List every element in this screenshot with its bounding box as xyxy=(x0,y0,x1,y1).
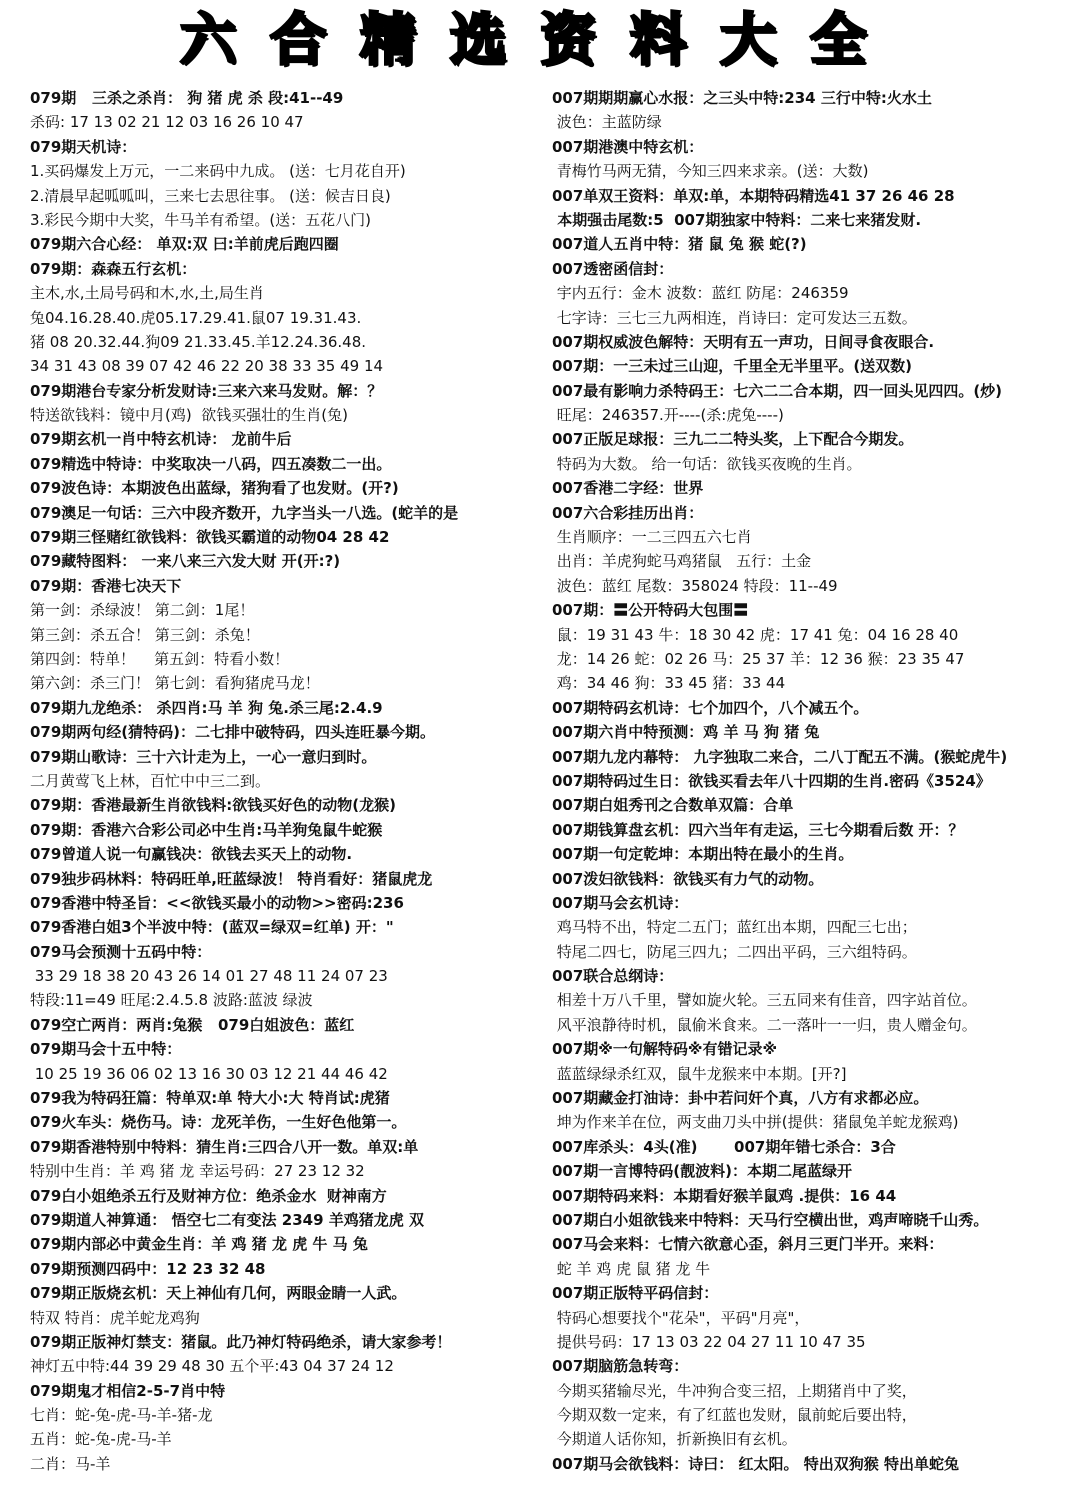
text-line: 特别中生肖：羊 鸡 猪 龙 幸运号码：27 23 12 32 xyxy=(30,1162,365,1181)
section-heading: 007香港二字经：世界 xyxy=(552,479,704,498)
section-heading: 007期钱算盘玄机：四六当年有走运，三七今期看后数 开：？ xyxy=(552,820,964,839)
text-line: 杀码: 17 13 02 21 12 03 16 26 10 47 xyxy=(30,113,304,132)
text-line: 特送欲钱料：镜中月(鸡) 欲钱买强壮的生肖(兔) xyxy=(30,406,348,425)
section-heading: 079期：香港六合彩公司必中生肖:马羊狗兔鼠牛蛇猴 xyxy=(30,820,383,839)
section-heading: 079期马会十五中特： xyxy=(30,1040,182,1059)
section-heading: 079期正版烧玄机：天上神仙有几何，两眼金睛一人武。 xyxy=(30,1284,407,1303)
text-line: 鸡马特不出，特定二五门；蓝红出本期，四配三七出； xyxy=(552,918,917,937)
text-line: 猪 08 20.32.44.狗09 21.33.45.羊12.24.36.48. xyxy=(30,332,367,351)
section-heading: 007期正版特平码信封： xyxy=(552,1284,719,1303)
section-heading: 079期内部必中黄金生肖：羊 鸡 猪 龙 虎 牛 马 兔 xyxy=(30,1235,368,1254)
section-heading: 079期正版神灯禁支：猪鼠。此乃神灯特码绝杀，请大家参考！ xyxy=(30,1332,452,1351)
text-line: 蛇 羊 鸡 虎 鼠 猪 龙 牛 xyxy=(552,1259,711,1278)
section-heading: 007期脑筋急转弯： xyxy=(552,1357,689,1376)
text-line: 34 31 43 08 39 07 42 46 22 20 38 33 35 49 14 xyxy=(30,357,384,376)
section-heading: 007期特码玄机诗：七个加四个，八个减五个。 xyxy=(552,698,869,717)
section-heading: 079曾道人说一句赢钱决：欲钱去买天上的动物. xyxy=(30,845,353,864)
text-line: 1.买码爆发上万元，一二来码中九成。 (送：七月花自开) xyxy=(30,162,406,181)
text-line: 今期买猪输尽光，牛冲狗合变三招，上期猪肖中了奖， xyxy=(552,1381,917,1400)
section-heading: 079期：香港七决天下 xyxy=(30,576,182,595)
text-line: 特码心想要找个"花朵"，平码"月亮"， xyxy=(552,1308,810,1327)
text-line: 相差十万八千里，譬如旋火轮。三五同来有佳音，四字站首位。 xyxy=(552,991,977,1010)
text-line: 波色：蓝红 尾数：358024 特段：11--49 xyxy=(552,576,838,595)
text-line: 第四剑：特单！ 第五剑：特看小数！ xyxy=(30,649,290,668)
text-line: 提供号码：17 13 03 22 04 27 11 10 47 35 xyxy=(552,1332,866,1351)
section-heading: 079期 三杀之杀肖： 狗 猪 虎 杀 段:41--49 xyxy=(30,89,344,107)
text-line: 风平浪静待时机，鼠偷米食来。二一落叶一一归，贵人赠金句。 xyxy=(552,1015,977,1034)
left-column xyxy=(30,86,540,1476)
section-heading: 007期※一句解特码※有错记录※ xyxy=(552,1040,778,1059)
section-heading: 007期期期赢心水报：之三头中特:234 三行中特:火水土 xyxy=(552,89,932,107)
text-line: 五肖：蛇-兔-虎-马-羊 xyxy=(30,1430,172,1449)
text-line: 3.彩民今期中大奖，牛马羊有希望。(送：五花八门) xyxy=(30,210,372,229)
text-line: 出肖：羊虎狗蛇马鸡猪鼠 五行：土金 xyxy=(552,552,812,571)
text-line: 坤为作来羊在位，两支曲刀头中拼(提供：猪鼠兔羊蛇龙猴鸡) xyxy=(552,1113,959,1132)
text-line: 生肖顺序：一二三四五六七肖 xyxy=(552,528,752,547)
section-heading: 079期：香港最新生肖欲钱料:欲钱买好色的动物(龙猴) xyxy=(30,796,397,815)
text-line: 七字诗：三七三九两相连，肖诗曰：定可发达三五数。 xyxy=(552,308,917,327)
section-heading: 079期山歌诗：三十六计走为上，一心一意归到时。 xyxy=(30,747,377,766)
text-line: 七肖：蛇-兔-虎-马-羊-猪-龙 xyxy=(30,1406,213,1425)
section-heading: 079我为特码狂篇：特单双:单 特大小:大 特肖试:虎猪 xyxy=(30,1089,390,1108)
text-line: 特双 特肖：虎羊蛇龙鸡狗 xyxy=(30,1308,200,1327)
text-line: 今期道人话你知，折新换旧有玄机。 xyxy=(552,1430,797,1449)
section-heading: 079期香港特别中特料：猜生肖:三四合八开一数。单双:单 xyxy=(30,1137,419,1156)
section-heading: 007库杀头：4头(准) 007期年错七杀合：3合 xyxy=(552,1137,896,1156)
text-line: 蓝蓝绿绿杀红双，鼠牛龙猴来中本期。[开?] xyxy=(552,1064,847,1083)
section-heading: 007联合总纲诗： xyxy=(552,967,674,986)
section-heading: 007道人五肖中特：猪 鼠 兔 猴 蛇(?) xyxy=(552,235,807,254)
section-heading: 007期六肖中特预测：鸡 羊 马 狗 猪 兔 xyxy=(552,723,820,742)
section-heading: 079白小姐绝杀五行及财神方位：绝杀金水 财神南方 xyxy=(30,1186,387,1205)
section-heading: 007最有影响力杀特码王：七六二二合本期，四一回头见四四。(炒) xyxy=(552,381,1003,400)
section-heading: 079期玄机一肖中特玄机诗： 龙前牛后 xyxy=(30,430,292,449)
section-heading: 079期预测四码中：12 23 32 48 xyxy=(30,1259,266,1278)
text-line: 二月黄莺飞上林，百忙中中三二到。 xyxy=(30,771,271,790)
section-heading: 079澳足一句话：三六中段齐数开，九字当头一八选。(蛇羊的是 xyxy=(30,503,459,522)
text-line: 第三剑：杀五合！ 第三剑：杀兔！ xyxy=(30,625,260,644)
text-line: 主木,水,土局号码和木,水,土,局生肖 xyxy=(30,284,264,303)
text-line: 神灯五中特:44 39 29 48 30 五个平:43 04 37 24 12 xyxy=(30,1357,394,1376)
section-heading: 007期：一三未过三山迎，千里全无半里平。(送双数) xyxy=(552,357,913,376)
section-heading: 007期藏金打油诗：卦中若问奸个真，八方有求都必应。 xyxy=(552,1089,929,1108)
right-column xyxy=(552,86,1080,1476)
text-line: 10 25 19 36 06 02 13 16 30 03 12 21 44 46 42 xyxy=(30,1064,388,1083)
section-heading: 079期九龙绝杀： 杀四肖:马 羊 狗 兔.杀三尾:2.4.9 xyxy=(30,698,383,717)
text-line: 今期双数一定来，有了红蓝也发财，鼠前蛇后要出特， xyxy=(552,1406,917,1425)
section-heading: 007期特码来料：本期看好猴羊鼠鸡 .提供：16 44 xyxy=(552,1186,897,1205)
section-heading: 079空亡两肖：两肖:兔猴 079白姐波色：蓝红 xyxy=(30,1015,355,1034)
text-line: 龙：14 26 蛇：02 26 马：25 37 羊：12 36 猴：23 35 47 xyxy=(552,649,965,668)
section-heading: 007泼妇欲钱料：欲钱买有力气的动物。 xyxy=(552,869,824,888)
text-line: 特尾二四七，防尾三四九；二四出平码，三六组特码。 xyxy=(552,942,917,961)
section-heading: 007透密函信封： xyxy=(552,259,674,278)
text-line: 宇内五行：金木 波数：蓝红 防尾：246359 xyxy=(552,284,849,303)
text-line: 波色：主蓝防绿 xyxy=(552,113,662,132)
text-line: 鼠：19 31 43 牛：18 30 42 虎：17 41 兔：04 16 28 40 xyxy=(552,625,959,644)
section-heading: 079期三怪赌红欲钱料：欲钱买霸道的动物04 28 42 xyxy=(30,528,390,547)
section-heading: 079期天机诗： xyxy=(30,137,137,156)
section-heading: 007期白姐秀刊之合数单双篇：合单 xyxy=(552,796,794,815)
section-heading: 007马会来料：七情六欲意心歪，斜月三更门半开。来料： xyxy=(552,1235,944,1254)
section-heading: 079期港台专家分析发财诗:三来六来马发财。解：？ xyxy=(30,381,383,400)
section-heading: 079香港中特圣旨：<<欲钱买最小的动物>>密码:236 xyxy=(30,893,404,912)
section-heading: 007期港澳中特玄机： xyxy=(552,137,704,156)
section-heading: 079马会预测十五码中特： xyxy=(30,942,212,961)
section-heading: 007单双王资料：单双:单，本期特码精选41 37 26 46 28 xyxy=(552,186,955,205)
text-line: 第一剑：杀绿波！ 第二剑：1尾！ xyxy=(30,601,255,620)
section-heading: 079火车头：烧伤马。诗：龙死羊伤，一生好色他第一。 xyxy=(30,1113,407,1132)
section-heading: 079精选中特诗：中奖取决一八码，四五凑数二一出。 xyxy=(30,454,392,473)
section-heading: 007期马会欲钱料：诗曰： 红太阳。 特出双狗猴 特出单蛇兔 xyxy=(552,1454,959,1473)
text-line: 特码为大数。 给一句话：欲钱买夜晚的生肖。 xyxy=(552,454,862,473)
text-line: 兔04.16.28.40.虎05.17.29.41.鼠07 19.31.43. xyxy=(30,308,362,327)
section-heading: 007期一句定乾坤：本期出特在最小的生肖。 xyxy=(552,845,854,864)
section-heading: 007期特码过生日：欲钱买看去年八十四期的生肖.密码《3524》 xyxy=(552,771,991,790)
section-heading: 079期：森森五行玄机： xyxy=(30,259,197,278)
section-heading: 079期六合心经： 单双:双 曰:羊前虎后跑四圈 xyxy=(30,235,339,254)
section-heading: 079波色诗：本期波色出蓝绿，猪狗看了也发财。(开?) xyxy=(30,479,399,498)
text-line: 特段:11=49 旺尾:2.4.5.8 波路:蓝波 绿波 xyxy=(30,991,313,1010)
section-heading: 007六合彩挂历出肖： xyxy=(552,503,704,522)
text-line: 2.清晨早起呱呱叫，三来七去思往事。 (送：候吉日良) xyxy=(30,186,391,205)
section-heading: 本期强击尾数:5 007期独家中特料：二来七来猪发财. xyxy=(552,210,922,229)
section-heading: 007期白小姐欲钱来中特料：天马行空横出世，鸡声啼晓千山秀。 xyxy=(552,1210,989,1229)
section-heading: 007期九龙内幕特： 九字独取二来合，二八丁配五不满。(猴蛇虎牛) xyxy=(552,747,1008,766)
section-heading: 007期权威波色解特：天明有五一声功，日间寻食夜眼合. xyxy=(552,332,935,351)
text-line: 旺尾：246357.开----(杀:虎兔----) xyxy=(552,406,784,425)
section-heading: 007正版足球报：三九二二特头奖，上下配合今期发。 xyxy=(552,430,914,449)
section-heading: 007期：〓公开特码大包围〓 xyxy=(552,601,749,620)
text-line: 二肖：马-羊 xyxy=(30,1454,111,1473)
section-heading: 079期两句经(猜特码)：二七排中破特码，四头连旺暴今期。 xyxy=(30,723,436,742)
text-line: 鸡：34 46 狗：33 45 猪：33 44 xyxy=(552,674,786,693)
section-heading: 079期鬼才相信2-5-7肖中特 xyxy=(30,1381,226,1400)
page-title: 六合精选资料大全 xyxy=(180,8,900,73)
section-heading: 079独步码林料：特码旺单,旺蓝绿波！ 特肖看好：猪鼠虎龙 xyxy=(30,869,433,888)
text-line: 33 29 18 38 20 43 26 14 01 27 48 11 24 07 23 xyxy=(30,967,388,986)
section-heading: 007期一言博特码(靓波料)：本期二尾蓝绿开 xyxy=(552,1162,853,1181)
section-heading: 007期马会玄机诗： xyxy=(552,893,689,912)
section-heading: 079期道人神算通： 悟空七二有变法 2349 羊鸡猪龙虎 双 xyxy=(30,1210,424,1229)
section-heading: 079藏特图料： 一来八来三六发大财 开(开:?) xyxy=(30,552,341,571)
text-line: 第六剑：杀三门！ 第七剑：看狗猪虎马龙！ xyxy=(30,674,320,693)
section-heading: 079香港白姐3个半波中特：(蓝双=绿双=红单) 开：" xyxy=(30,918,394,937)
text-line: 青梅竹马两无猜，今知三四来求亲。(送：大数) xyxy=(552,162,869,181)
